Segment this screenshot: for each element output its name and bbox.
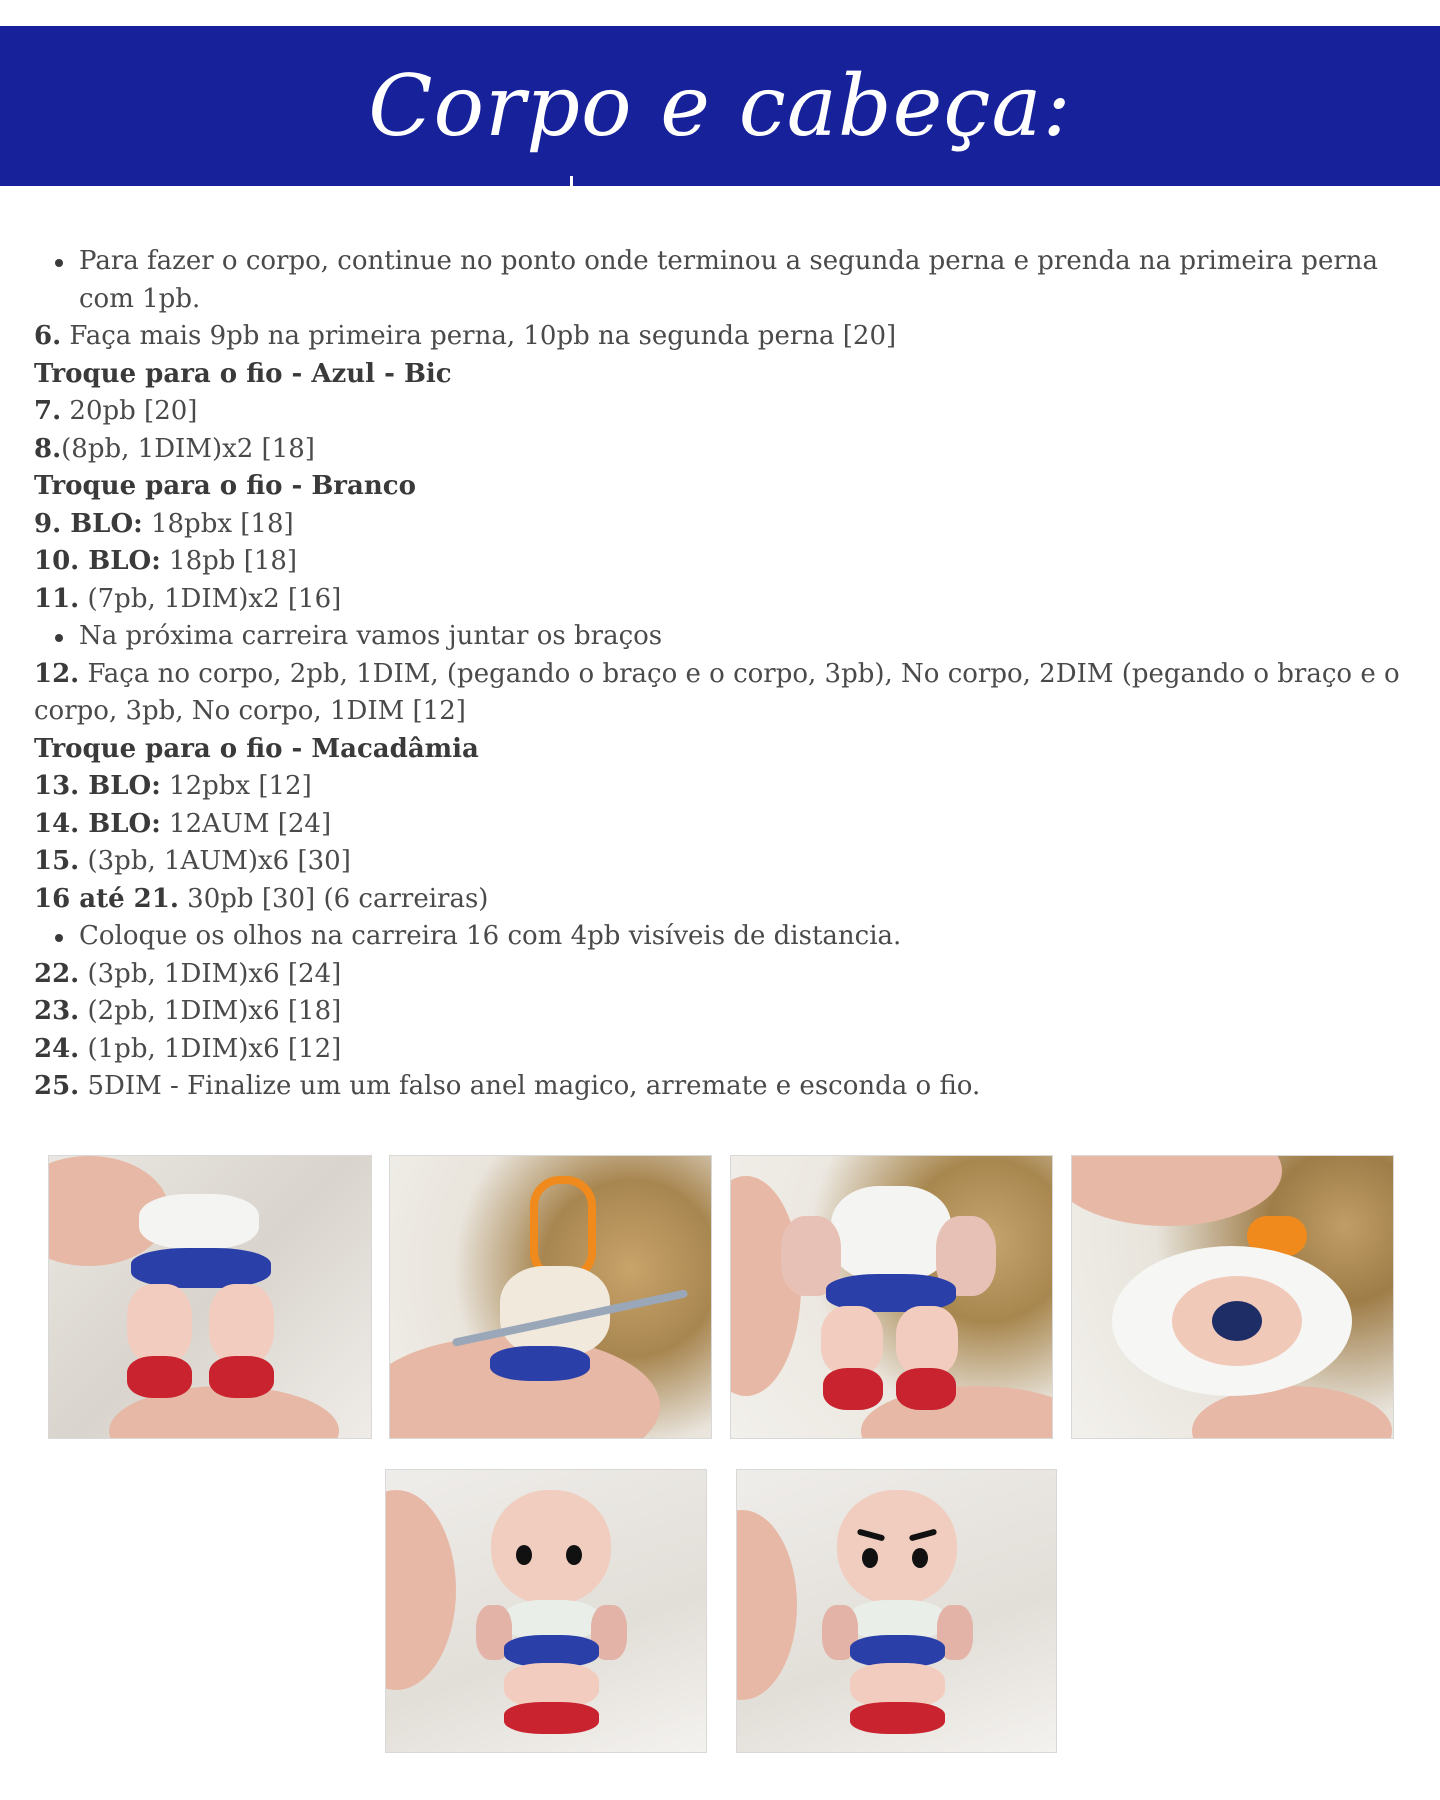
- yarn-change-heading: Troque para o fio - Macadâmia: [34, 733, 479, 764]
- foot-left: [127, 1356, 192, 1398]
- leg-right: [896, 1306, 958, 1376]
- blue-band: [131, 1248, 271, 1288]
- instruction-bullet: Na próxima carreira vamos juntar os braços: [34, 618, 1414, 656]
- page-title: Corpo e cabeça:: [368, 57, 1072, 155]
- instruction-row: 10. BLO: 18pb [18]: [34, 546, 298, 576]
- leg-left: [821, 1306, 883, 1376]
- foot-right: [896, 1368, 956, 1410]
- eye-left: [516, 1545, 532, 1565]
- instruction-bullet: Para fazer o corpo, continue no ponto onde terminou a segunda perna e prenda na primeira perna com 1pb.: [34, 243, 1414, 318]
- hand: [861, 1386, 1053, 1439]
- instruction-row: 8.(8pb, 1DIM)x2 [18]: [34, 433, 315, 464]
- instruction-row: 7. 20pb [20]: [34, 396, 198, 426]
- yarn-change-heading: Troque para o fio - Branco: [34, 471, 416, 501]
- title-flourish: [570, 176, 573, 212]
- instruction-row: 12. Faça no corpo, 2pb, 1DIM, (pegando o braço e o corpo, 3pb), No corpo, 2DIM (pegando o braço e o corpo, 3pb, No corpo, 1DIM [12]: [34, 658, 1400, 726]
- instruction-row: 25. 5DIM - Finalize um um falso anel magico, arremate e esconda o fio.: [34, 1071, 981, 1101]
- instruction-row: 11. (7pb, 1DIM)x2 [16]: [34, 583, 342, 614]
- hand: [385, 1490, 456, 1690]
- eye-right: [912, 1548, 928, 1568]
- eye-left: [862, 1548, 878, 1568]
- leg-left: [127, 1284, 192, 1364]
- head: [837, 1490, 957, 1605]
- title-banner: [0, 26, 1440, 186]
- hand: [1071, 1155, 1282, 1226]
- instructions: [34, 243, 1414, 1106]
- white-band: [850, 1600, 945, 1640]
- instruction-row: 6. Faça mais 9pb na primeira perna, 10pb na segunda perna [20]: [34, 321, 897, 351]
- eye-right: [566, 1545, 582, 1565]
- instruction-row: 24. (1pb, 1DIM)x6 [12]: [34, 1033, 342, 1064]
- instruction-row: 22. (3pb, 1DIM)x6 [24]: [34, 958, 342, 989]
- hand: [736, 1510, 797, 1700]
- instruction-bullet: Coloque os olhos na carreira 16 com 4pb visíveis de distancia.: [34, 918, 1414, 956]
- white-band: [139, 1194, 259, 1249]
- instruction-row: 14. BLO: 12AUM [24]: [34, 808, 332, 839]
- instruction-row: 9. BLO: 18pbx [18]: [34, 508, 294, 539]
- hole: [1212, 1301, 1262, 1341]
- foot-right: [209, 1356, 274, 1398]
- white-band: [504, 1600, 599, 1640]
- instruction-row: 13. BLO: 12pbx [12]: [34, 771, 312, 801]
- feet: [504, 1702, 599, 1734]
- instruction-row: 16 até 21. 30pb [30] (6 carreiras): [34, 883, 489, 914]
- leg-right: [209, 1284, 274, 1364]
- white-band: [831, 1186, 951, 1281]
- step-photo-3: [730, 1155, 1053, 1439]
- head: [491, 1490, 611, 1605]
- step-photo-1: [48, 1155, 372, 1439]
- step-photo-5: [385, 1469, 707, 1753]
- instruction-row: 23. (2pb, 1DIM)x6 [18]: [34, 996, 342, 1026]
- step-photo-4: [1071, 1155, 1394, 1439]
- yarn-change-heading: Troque para o fio - Azul - Bic: [34, 358, 452, 389]
- feet: [850, 1702, 945, 1734]
- step-photo-6: [736, 1469, 1057, 1753]
- blue-band: [490, 1346, 590, 1381]
- foot-left: [823, 1368, 883, 1410]
- step-photo-2: [389, 1155, 712, 1439]
- instruction-row: 15. (3pb, 1AUM)x6 [30]: [34, 846, 351, 876]
